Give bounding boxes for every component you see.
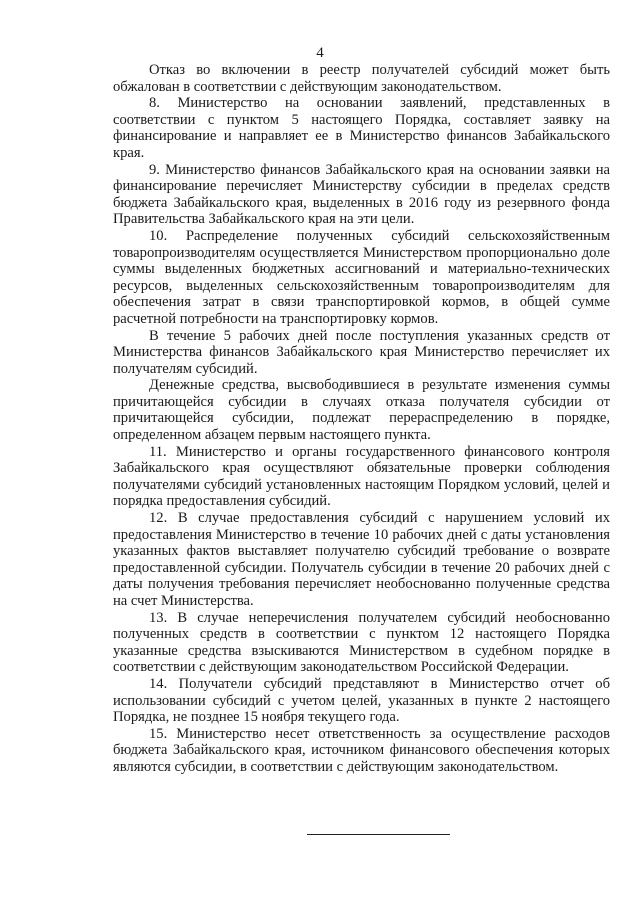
paragraph-10-redistribution: Денежные средства, высвободившиеся в результате изменения суммы причитающейся субсидии в случаях отказа получателя субсидии от причитающейся субсидии, подлежат перераспределению в порядке, определенном абзацем первым настоящего пункта.	[113, 377, 610, 444]
paragraph-11: 11. Министерство и органы государственного финансового контроля Забайкальского края осуществляют обязательные проверки соблюдения получателями субсидий установленных настоящим Порядком условий, целей и порядка предоставления субсидий.	[113, 443, 610, 510]
paragraph-14: 14. Получатели субсидий представляют в Министерство отчет об использовании субсидий с учетом целей, указанных в пункте 2 настоящего Порядка, не позднее 15 ноября текущего года.	[113, 675, 610, 726]
paragraph-rejection-appeal: Отказ во включении в реестр получателей субсидий может быть обжалован в соответствии с действующим законодательством.	[113, 62, 610, 95]
paragraph-15: 15. Министерство несет ответственность за осуществление расходов бюджета Забайкальского края, источником финансового обеспечения которых являются субсидии, в соответствии с действующим законодательством.	[113, 725, 610, 775]
paragraph-8: 8. Министерство на основании заявлений, представленных в соответствии с пунктом 5 настоящего Порядка, составляет заявку на финансирование и направляет ее в Министерство финансов Забайкальского края.	[113, 95, 610, 161]
page-number: 4	[316, 45, 324, 61]
paragraph-10: 10. Распределение полученных субсидий сельскохозяйственным товаропроизводителям осуществляется Министерством пропорционально доле суммы выделенных бюджетных ассигнований и материально-технических ресурсов, выделенных сельскохозяйственным товаропроизводителям для обеспечения затрат в связи транспортировкой кормов, в общей сумме расчетной потребности на транспортировку кормов.	[113, 227, 610, 327]
paragraph-10-transfer-term: В течение 5 рабочих дней после поступления указанных средств от Министерства финансов Забайкальского края Министерство перечисляет их получателям субсидий.	[113, 327, 610, 377]
paragraph-12: 12. В случае предоставления субсидий с нарушением условий их предоставления Министерство в течение 10 рабочих дней с даты установления указанных фактов выставляет получателю субсидий требование о возврате предоставленной субсидии. Получатель субсидии в течение 20 рабочих дней с даты получения требования перечисляет необоснованно полученные средства на счет Министерства.	[113, 510, 610, 609]
paragraph-9: 9. Министерство финансов Забайкальского края на основании заявки на финансирование перечисляет Министерству субсидии в пределах средств бюджета Забайкальского края, выделенных в 2016 году из резервного фонда Правительства Забайкальского края на эти цели.	[113, 161, 610, 228]
paragraph-13: 13. В случае неперечисления получателем субсидий необоснованно полученных средств в соответствии с пунктом 12 настоящего Порядка указанные средства взыскиваются Министерством в судебном порядке в соответствии с действующим законодательством Российской Федерации.	[113, 609, 610, 676]
document-body	[113, 62, 610, 776]
end-separator-line	[307, 834, 450, 835]
